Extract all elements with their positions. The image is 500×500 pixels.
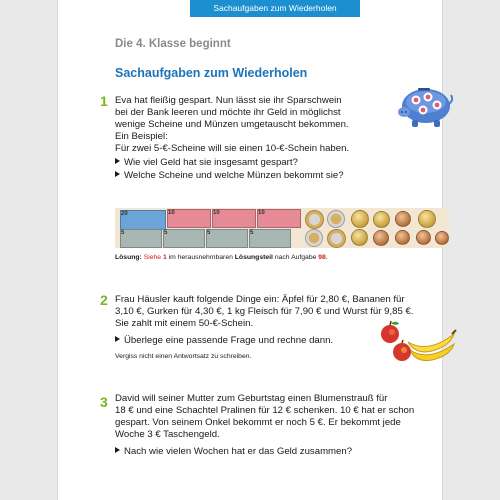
money-illustration [115, 208, 449, 248]
solution-note [115, 254, 328, 261]
note-text: im herausnehmbaren [168, 254, 233, 261]
worksheet-page [58, 0, 442, 500]
banknote [206, 229, 248, 248]
task-2-text [115, 294, 413, 330]
note-ref: 1 [162, 254, 167, 261]
task-number: 2 [100, 292, 108, 308]
note-bold: Lösungsteil [234, 254, 273, 261]
banknote-value: 20 [121, 211, 128, 217]
task-1-text [115, 95, 349, 155]
arrow-bullet-icon [115, 171, 120, 177]
coin [416, 230, 431, 245]
banknote-value: 5 [121, 230, 125, 236]
text-line: Ein Beispiel: [115, 131, 168, 142]
text-line: 3,10 €, Gurken für 4,30 €, 1 kg Fleisch für 7,90 € und Wurst für 9,85 €. [115, 306, 414, 317]
banknote [257, 209, 301, 228]
arrow-bullet-icon [115, 447, 120, 453]
banknote-value: 10 [168, 210, 175, 216]
text-line: Sie zahlt mit einem 50-€-Schein. [115, 318, 254, 329]
text-line: gespart. Von seinem Onkel bekommt er noch 5 €. Er bekommt jede [115, 417, 401, 428]
text-line: Eva hat fleißig gespart. Nun lässt sie ihr Sparschwein [115, 95, 342, 106]
coin [418, 210, 436, 228]
text-line: Woche 3 € Taschengeld. [115, 429, 220, 440]
note-text: Siehe [143, 254, 162, 261]
question-item [115, 335, 333, 346]
question-item [115, 157, 298, 168]
banknote [163, 229, 205, 248]
question-text: Wie viel Geld hat sie insgesamt gespart? [124, 157, 298, 168]
question-item [115, 170, 344, 181]
page-title: Sachaufgaben zum Wiederholen [115, 66, 308, 80]
chapter-kicker: Die 4. Klasse beginnt [115, 38, 231, 50]
header-bar: Sachaufgaben zum Wiederholen [190, 0, 360, 17]
coin [351, 229, 368, 246]
text-line: Für zwei 5-€-Scheine will sie einen 10-€-Schein haben. [115, 143, 350, 154]
question-text: Nach wie vielen Wochen hat er das Geld zusammen? [124, 446, 353, 457]
coin [395, 230, 410, 245]
note-page: 98 [318, 254, 326, 261]
arrow-bullet-icon [115, 158, 120, 164]
coin [395, 211, 411, 227]
banknote [120, 229, 162, 248]
coin [305, 210, 324, 229]
text-line: Frau Häusler kauft folgende Dinge ein: Äpfel für 2,80 €, Bananen für [115, 294, 405, 305]
banknote-value: 5 [164, 230, 168, 236]
text-line: wenige Scheine und Münzen umgetauscht bekommen. [115, 119, 349, 130]
note-text: nach Aufgabe [274, 254, 317, 261]
banknote [120, 210, 166, 230]
text-line: 18 € und eine Schachtel Pralinen für 12 € schenken. 10 € hat er schon [115, 405, 415, 416]
fruit-icon [380, 320, 458, 366]
coin [435, 231, 449, 245]
text-line: bei der Bank leeren und möchte ihr Geld in möglichst [115, 107, 341, 118]
task-number: 3 [100, 394, 108, 410]
coin [327, 210, 345, 228]
banknote [212, 209, 256, 228]
text-line: David will seiner Mutter zum Geburtstag einen Blumenstrauß für [115, 393, 388, 404]
hint-note: Vergiss nicht einen Antwortsatz zu schreiben. [115, 353, 252, 360]
banknote [167, 209, 211, 228]
question-text: Überlege eine passende Frage und rechne dann. [124, 335, 334, 346]
banknote-value: 5 [207, 230, 211, 236]
banknote-value: 5 [250, 230, 254, 236]
note-label: Lösung: [115, 254, 142, 261]
note-text: . [325, 254, 328, 261]
coin [373, 211, 390, 228]
coin [305, 229, 323, 247]
coin [351, 210, 369, 228]
coin [373, 230, 389, 246]
piggy-bank-icon [396, 78, 454, 130]
arrow-bullet-icon [115, 336, 120, 342]
question-item [115, 446, 352, 457]
question-text: Welche Scheine und welche Münzen bekommt sie? [124, 170, 344, 181]
banknote-value: 10 [258, 210, 265, 216]
banknote [249, 229, 291, 248]
coin [327, 229, 346, 248]
banknote-value: 10 [213, 210, 220, 216]
task-number: 1 [100, 93, 108, 109]
task-3-text [115, 393, 414, 441]
